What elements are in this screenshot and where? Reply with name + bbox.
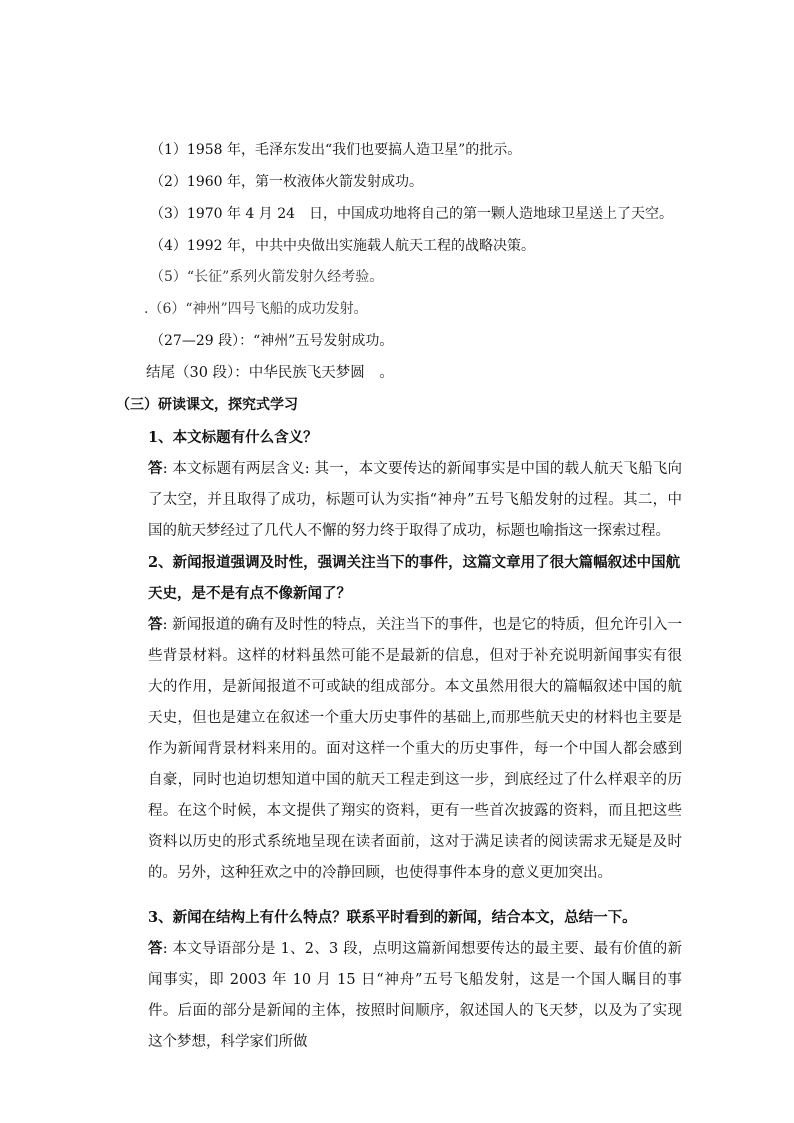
question-text: 1、本文标题有什么含义？	[148, 429, 318, 446]
question-3	[116, 902, 682, 933]
list-item: （27—29 段）：“神州”五号发射成功。	[150, 333, 394, 349]
section-heading: （三）研读课文，探究式学习	[116, 397, 298, 413]
question-2	[116, 547, 682, 609]
question-text: 2、新闻报道强调及时性，强调关注当下的事件，这篇文章用了很大篇幅叙述中国航天史，是不是有点不像新闻了？	[148, 554, 681, 602]
question-1	[116, 422, 682, 453]
answer-2	[116, 609, 682, 889]
list-item: .（6）“神州”四号飞船的成功发射。	[144, 301, 368, 317]
question-text: 3、新闻在结构上有什么特点？联系平时看到的新闻，结合本文，总结一下。	[148, 909, 637, 926]
answer-label: 答	[148, 940, 163, 957]
answer-label: 答	[148, 616, 163, 633]
list-item: （1）1958 年，毛泽东发出“我们也要搞人造卫星”的批示。	[150, 142, 522, 158]
list-item: （5）“长征”系列火箭发射久经考验。	[150, 269, 384, 285]
answer-text: : 新闻报道的确有及时性的特点，关注当下的事件，也是它的特质，但允许引入一些背景材料。这样的材料虽然可能不是最新的信息，但对于补充说明新闻事实有很大的作用，是新闻报道不可或缺的组成部分。本文虽然用很大的篇幅叙述中国的航天史，但也是建立在叙述一个重大历史事件的基础上,而那些航天史的材料也主要是作为新闻背景材料来用的。面对这样一个重大的历史事件，每一个中国人都会感到自豪，同时也迫切想知道中国的航天工程走到这一步，到底经过了什么样艰辛的历程。在这个时候，本文提供了翔实的资料，更有一些首次披露的资料，而且把这些资料以历史的形式系统地呈现在读者面前，这对于满足读者的阅读需求无疑是及时的。另外，这种狂欢之中的冷静回顾，也使得事件本身的意义更加突出。	[148, 617, 682, 881]
list-item: （3）1970 年 4 月 24 日，中国成功地将自己的第一颗人造地球卫星送上了天空。	[150, 206, 674, 222]
answer-3	[116, 933, 682, 1058]
answer-text: : 本文标题有两层含义: 其一，本文要传达的新闻事实是中国的载人航天飞船飞向了太空，并且取得了成功，标题可认为实指“神舟”五号飞船发射的过程。其二，中国的航天梦经过了几代人不懈的努力终于取得了成功，标题也喻指这一探索过程。	[148, 461, 682, 539]
ending-line: 结尾（30 段）：中华民族飞天梦圆 。	[146, 365, 394, 381]
answer-label: 答	[148, 460, 163, 477]
answer-text: : 本文导语部分是 1、2、3 段，点明这篇新闻想要传达的最主要、最有价值的新闻事实，即 2003 年 10 月 15 日“神舟”五号飞船发射，这是一个国人瞩目的事件。后面的部分是新闻的主体，按照时间顺序，叙述国人的飞天梦，以及为了实现这个梦想，科学家们所做	[148, 941, 682, 1050]
list-item: （4）1992 年，中共中央做出实施载人航天工程的战略决策。	[150, 238, 535, 254]
list-item: （2）1960 年，第一枚液体火箭发射成功。	[150, 174, 423, 190]
answer-1	[116, 453, 682, 547]
